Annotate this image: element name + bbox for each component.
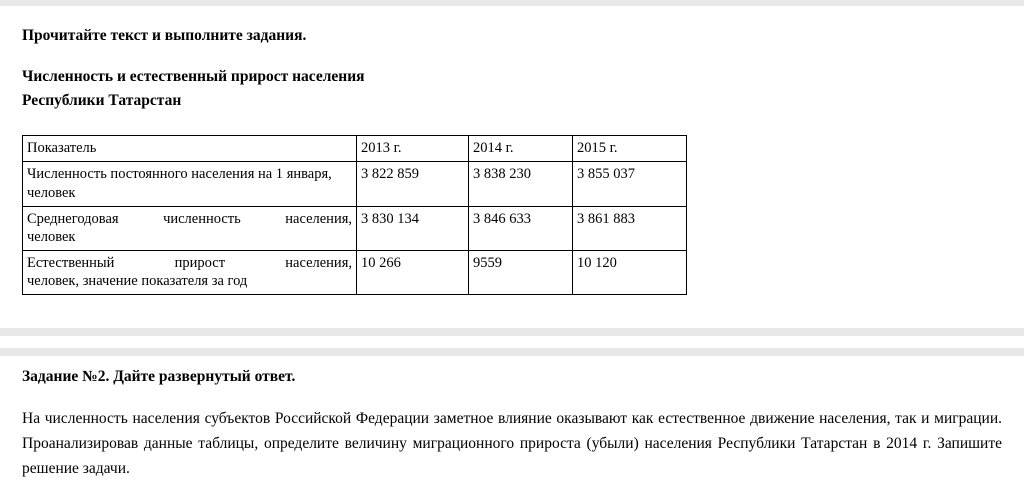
task-title: Задание №2. Дайте развернутый ответ. <box>22 368 296 385</box>
table-cell-value: 3 861 883 <box>573 206 687 250</box>
table-cell-value: 3 830 134 <box>357 206 469 250</box>
table-cell-value: 3 855 037 <box>573 162 687 206</box>
population-table <box>22 135 687 295</box>
table-row <box>23 250 687 294</box>
section-divider-lower <box>0 348 1024 356</box>
table-row-label <box>23 206 357 250</box>
row-label-part-1: Среднегодовая численность населения, <box>27 210 352 227</box>
table-row <box>23 206 687 250</box>
row-label-part-1: Естественный прирост населения, <box>27 254 352 271</box>
row-label-part-2: человек <box>27 228 76 245</box>
table-cell-value: 9559 <box>469 250 573 294</box>
row-label-part-2: человек, значение показателя за год <box>27 273 248 290</box>
table-header-cell: 2013 г. <box>357 136 469 162</box>
table-cell-value: 3 838 230 <box>469 162 573 206</box>
table-row <box>23 162 687 206</box>
table-cell-value: 3 822 859 <box>357 162 469 206</box>
table-row-label <box>23 250 357 294</box>
text-section <box>0 6 1024 295</box>
instruction-text: Прочитайте текст и выполните задания. <box>22 27 307 44</box>
table-header-row <box>23 136 687 162</box>
table-header-cell: 2015 г. <box>573 136 687 162</box>
row-label-part-1: Численность постоянного населения на 1 <box>27 166 284 183</box>
table-cell-value: 10 120 <box>573 250 687 294</box>
table-header-cell: 2014 г. <box>469 136 573 162</box>
table-title <box>22 65 1002 113</box>
task-text: На численность населения субъектов Российской Федерации заметное влияние оказывают как естественное движение населения, так и миграции. Проанализировав данные таблицы, определите величину миграционного прироста (убыли) населения Республики Татарстан в 2014 г. Запишите решение задачи. <box>22 410 1002 478</box>
table-cell-value: 10 266 <box>357 250 469 294</box>
table-row-label <box>23 162 357 206</box>
section-divider-upper <box>0 328 1024 336</box>
table-title-line-2: Республики Татарстан <box>22 92 182 110</box>
row-label-part-2: января, человек <box>27 166 332 201</box>
table-cell-value: 3 846 633 <box>469 206 573 250</box>
table-title-line-1: Численность и естественный прирост населения <box>22 68 365 86</box>
table-header-cell: Показатель <box>23 136 357 162</box>
task-section <box>0 360 1024 481</box>
